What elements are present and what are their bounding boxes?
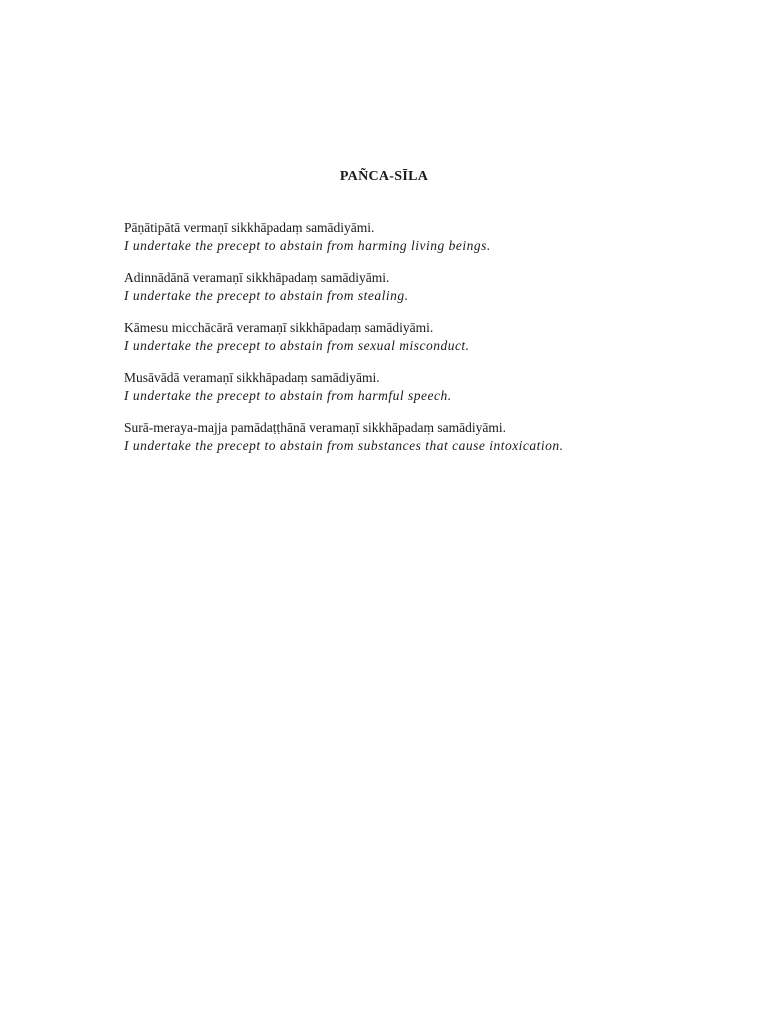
precept-item	[124, 269, 684, 305]
precept-list	[124, 219, 684, 469]
precept-item	[124, 369, 684, 405]
precept-item	[124, 219, 684, 255]
precept-item	[124, 319, 684, 355]
precept-pali-text: Musāvādā veramaṇī sikkhāpadaṃ samādiyāmi.	[124, 370, 380, 385]
precept-item	[124, 419, 684, 455]
precept-pali-text: Pāṇātipātā vermaṇī sikkhāpadaṃ samādiyāmi.	[124, 220, 375, 235]
precept-english-translation: I undertake the precept to abstain from harmful speech.	[124, 388, 452, 403]
precept-english-translation: I undertake the precept to abstain from harming living beings.	[124, 238, 491, 253]
precept-english-translation: I undertake the precept to abstain from stealing.	[124, 288, 409, 303]
precept-pali-text: Surā-meraya-majja pamādaṭṭhānā veramaṇī sikkhāpadaṃ samādiyāmi.	[124, 420, 506, 435]
precept-english-translation: I undertake the precept to abstain from substances that cause intoxication.	[124, 438, 564, 453]
page-title: PAÑCA-SĪLA	[339, 169, 429, 184]
precept-english-translation: I undertake the precept to abstain from sexual misconduct.	[124, 338, 470, 353]
precept-pali-text: Adinnādānā veramaṇī sikkhāpadaṃ samādiyāmi.	[124, 270, 390, 285]
precept-pali-text: Kāmesu micchācārā veramaṇī sikkhāpadaṃ samādiyāmi.	[124, 320, 434, 335]
